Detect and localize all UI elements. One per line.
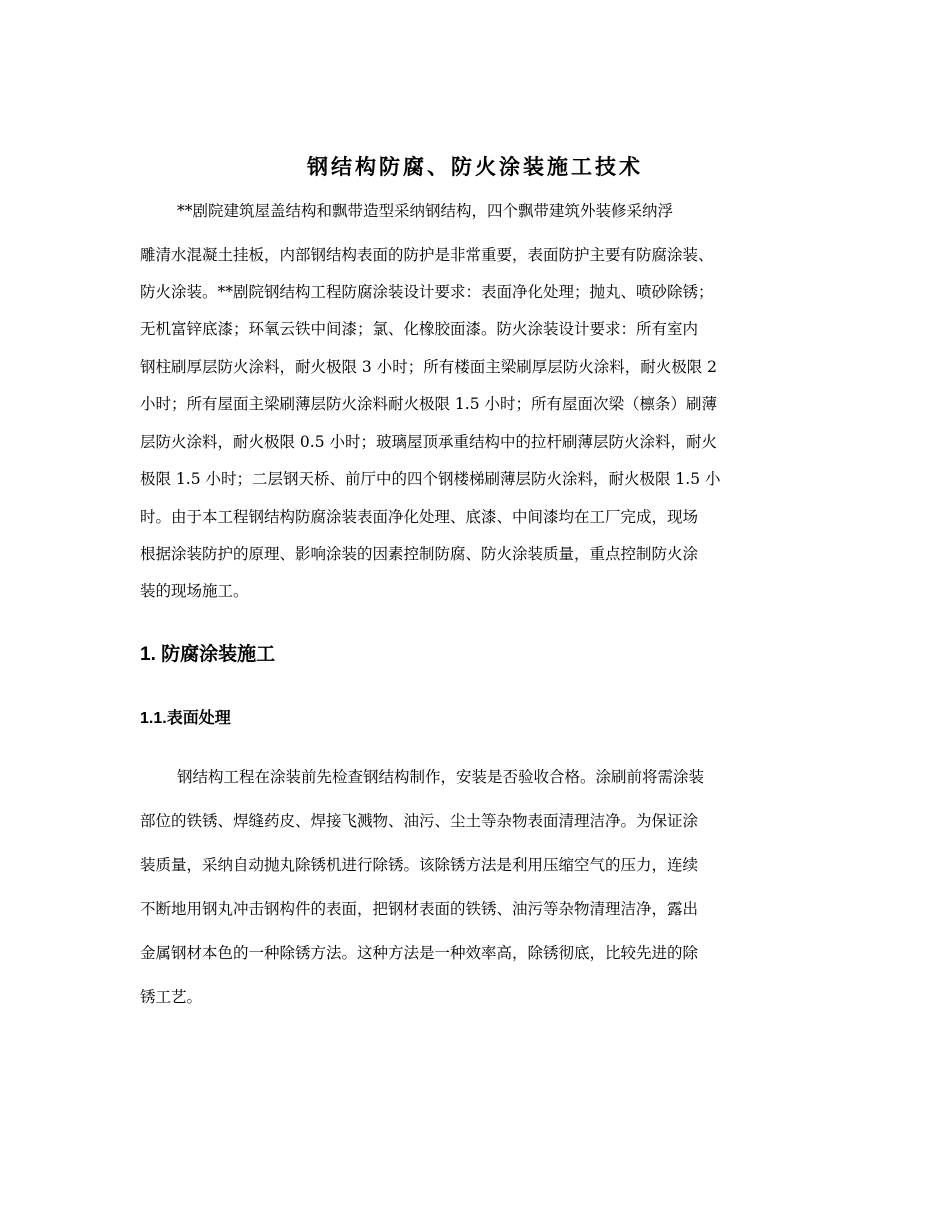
intro-line: 无机富锌底漆；环氧云铁中间漆；氯、化橡胶面漆。防火涂装设计要求：所有室内 [140, 320, 699, 338]
body-line: 锈工艺。 [140, 988, 203, 1006]
body-line: 部位的铁锈、焊缝药皮、焊接飞溅物、油污、尘土等杂物表面清理洁净。为保证涂 [140, 812, 699, 830]
body-line: 钢结构工程在涂装前先检查钢结构制作，安装是否验收合格。涂刷前将需涂装 [177, 768, 705, 786]
intro-line: 时。由于本工程钢结构防腐涂装表面净化处理、底漆、中间漆均在工厂完成，现场 [140, 508, 699, 526]
intro-line: 防火涂装。**剧院钢结构工程防腐涂装设计要求：表面净化处理；抛丸、喷砂除锈； [140, 283, 714, 301]
intro-line: 层防火涂料，耐火极限 0.5 小时；玻璃屋顶承重结构中的拉杆刷薄层防火涂料，耐火 [140, 433, 718, 451]
subsection-heading: 1.1.表面处理 [140, 710, 231, 727]
intro-line: **剧院建筑屋盖结构和飘带造型采纳钢结构，四个飘带建筑外装修采纳浮 [177, 202, 674, 220]
body-line: 装质量，采纳自动抛丸除锈机进行除锈。该除锈方法是利用压缩空气的压力，连续 [140, 856, 699, 874]
intro-line: 装的现场施工。 [140, 582, 249, 600]
document-title: 钢结构防腐、防火涂装施工技术 [307, 154, 643, 180]
intro-line: 雕清水混凝土挂板，内部钢结构表面的防护是非常重要，表面防护主要有防腐涂装、 [140, 246, 714, 264]
section-heading: 1. 防腐涂装施工 [140, 644, 276, 665]
intro-line: 钢柱刷厚层防火涂料，耐火极限 3 小时；所有楼面主梁刷厚层防火涂料，耐火极限 2 [140, 358, 718, 376]
intro-line: 根据涂装防护的原理、影响涂装的因素控制防腐、防火涂装质量，重点控制防火涂 [140, 545, 699, 563]
body-line: 金属钢材本色的一种除锈方法。这种方法是一种效率高，除锈彻底，比较先进的除 [140, 944, 699, 962]
intro-line: 小时；所有屋面主梁刷薄层防火涂料耐火极限 1.5 小时；所有屋面次梁（檩条）刷薄 [140, 395, 718, 413]
intro-line: 极限 1.5 小时；二层钢天桥、前厅中的四个钢楼梯刷薄层防火涂料，耐火极限 1.5 小 [140, 470, 721, 488]
body-line: 不断地用钢丸冲击钢构件的表面，把钢材表面的铁锈、油污等杂物清理洁净，露出 [140, 900, 699, 918]
